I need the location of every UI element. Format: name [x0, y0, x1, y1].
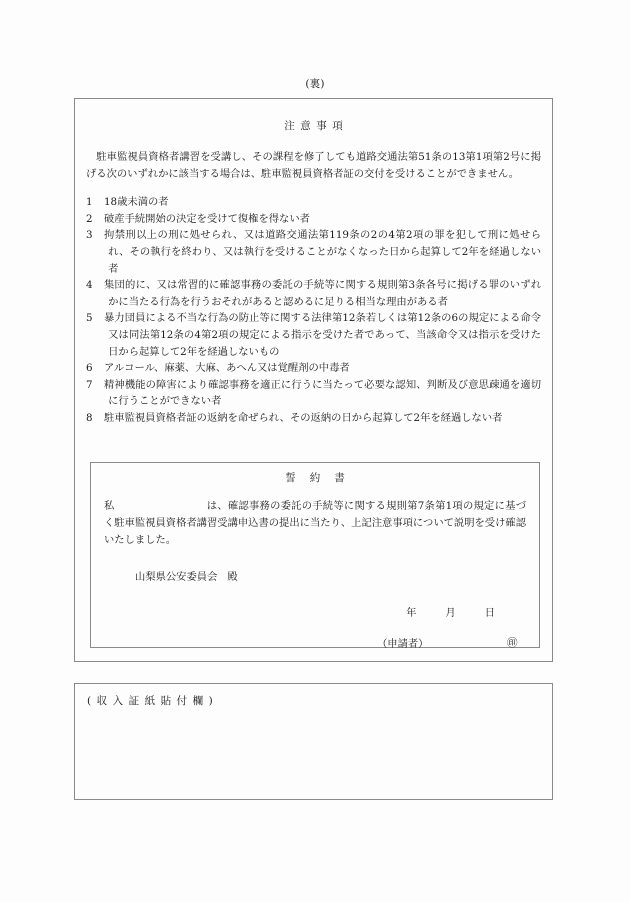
list-item-text: アルコール、麻薬、大麻、あへん又は覚醒剤の中毒者	[104, 362, 350, 375]
list-item	[86, 277, 541, 310]
pledge-signature-line	[91, 635, 539, 650]
notice-box	[74, 98, 553, 662]
list-item-number: 7	[86, 378, 93, 391]
list-item-text: 18歳未満の者	[104, 196, 169, 209]
page-side-label: (裏)	[305, 78, 325, 90]
pledge-addressee: 山梨県公安委員会	[135, 571, 218, 583]
list-item	[86, 377, 541, 410]
pledge-box	[90, 462, 540, 648]
notice-box-content	[75, 99, 552, 661]
notice-item-list	[84, 194, 543, 426]
notice-lead-paragraph: 駐車監視員資格者講習を受講し、その課程を修了しても道路交通法第51条の13第1項第2号に掲げる次のいずれかに該当する場合は、駐車監視員資格者証の交付を受けることができません。	[86, 151, 541, 180]
pledge-body-prefix: 私	[104, 500, 115, 512]
list-item	[86, 310, 541, 360]
list-item-number: 2	[86, 212, 93, 225]
list-item-number: 5	[86, 312, 93, 325]
list-item-number: 8	[86, 411, 93, 424]
date-day-label: 日	[484, 607, 495, 619]
list-item-text: 破産手続開始の決定を受けて復権を得ない者	[104, 212, 310, 225]
list-item-text: 拘禁刑以上の刑に処せられ、又は道路交通法第119条の2の4第2項の罪を犯して刑に処せられ、その執行を終わり、又は執行を受けることがなくなった日から起算して2年を経過しない者	[104, 229, 541, 275]
seal-icon: ㊞	[507, 637, 518, 649]
applicant-label: （申請者）	[377, 638, 429, 650]
list-item	[86, 211, 541, 228]
list-item-number: 6	[86, 362, 93, 375]
list-item-text: 精神機能の障害により確認事務を適正に行うに当たって必要な認知、判断及び意思疎通を適切に行うことができない者	[104, 378, 541, 408]
date-year-label: 年	[406, 607, 417, 619]
list-item	[86, 227, 541, 277]
list-item-text: 暴力団員による不当な行為の防止等に関する法律第12条若しくは第12条の6の規定による命令又は同法第12条の4第2項の規定による指示を受けた者であって、当該命令又は指示を受けた日から起算して2年を経過しないもの	[104, 312, 541, 358]
pledge-honorific: 殿	[227, 571, 238, 583]
list-item	[86, 194, 541, 211]
list-item-text: 駐車監視員資格者証の返納を命ぜられ、その返納の日から起算して2年を経過しない者	[104, 411, 503, 424]
pledge-title: 誓約書	[285, 472, 359, 484]
notice-title: 注意事項	[284, 120, 349, 132]
list-item-number: 1	[86, 196, 93, 209]
list-item-number: 3	[86, 229, 93, 242]
revenue-stamp-label: (収入証紙貼付欄)	[87, 695, 219, 707]
list-item	[86, 360, 541, 377]
pledge-date-line	[91, 604, 539, 619]
list-item-text: 集団的に、又は常習的に確認事務の委託の手続等に関する規則第3条各号に掲げる罪のいずれかに当たる行為を行うおそれがあると認めるに足りる相当な理由がある者	[104, 279, 541, 308]
list-item	[86, 410, 541, 427]
pledge-body-main: は、確認事務の委託の手続等に関する規則第7条第1項の規定に基づく駐車監視員資格者講習受講申込書の提出に当たり、上記注意事項について説明を受け確認いたしました。	[104, 500, 526, 546]
pledge-body-paragraph	[91, 498, 539, 549]
list-item-number: 4	[86, 279, 93, 292]
pledge-addressee-line	[91, 568, 539, 583]
revenue-stamp-box[interactable]	[74, 683, 553, 800]
date-month-label: 月	[445, 607, 456, 619]
